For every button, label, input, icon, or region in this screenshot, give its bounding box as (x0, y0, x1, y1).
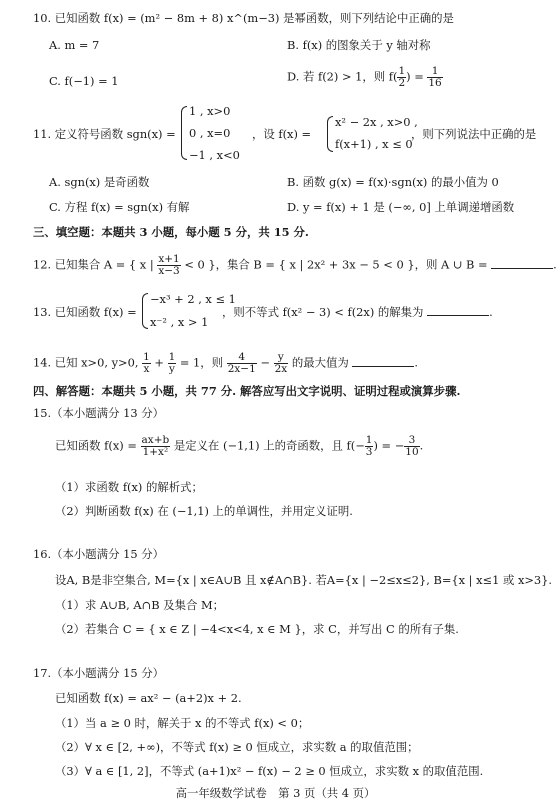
fraction-numerator: 1 (365, 434, 373, 446)
fraction-denominator: x−3 (158, 265, 180, 277)
fraction-denominator: x (143, 363, 150, 375)
q17-part-3: （3）∀ a ∈ [1, 2]，不等式 (a+1)x² − f(x) − 2 ≥ 0 恒成立，求实数 x 的取值范围. (55, 764, 484, 778)
fraction-numerator: x+1 (158, 253, 180, 265)
q13-pre: 13. 已知函数 f(x) = (33, 305, 137, 319)
q10-stem: 10. 已知函数 f(x) = (m² − 8m + 8) x^(m−3) 是幂函数，则下列结论中正确的是 (33, 11, 454, 25)
q14-mid: = 1，则 (179, 355, 224, 370)
minus-sign: − (394, 438, 405, 453)
fraction-denominator: 16 (428, 77, 442, 89)
q13-brace (142, 293, 148, 329)
q11-f-brace (327, 116, 333, 152)
q14-fraction-b (168, 352, 177, 375)
fraction-numerator: 3 (404, 435, 419, 447)
fraction-denominator: 2x (274, 363, 288, 375)
q14-line (33, 352, 418, 375)
q10-d-arg-fraction (397, 66, 406, 89)
minus-sign: − (260, 355, 270, 370)
q11-sgn-brace (181, 106, 187, 160)
q15-pre: 已知函数 f(x) = (55, 438, 137, 453)
q11-option-c: C. 方程 f(x) = sgn(x) 有解 (49, 200, 190, 214)
fraction-denominator: 1+x² (142, 446, 169, 458)
q10-option-c: C. f(−1) = 1 (49, 74, 119, 88)
fraction-numerator: 1 (398, 65, 406, 77)
q10-option-b: B. f(x) 的图象关于 y 轴对称 (287, 38, 431, 52)
q17-part-1: （1）当 a ≥ 0 时，解关于 x 的不等式 f(x) < 0； (55, 716, 310, 730)
q11-option-a: A. sgn(x) 是奇函数 (49, 175, 150, 189)
q14-pre: 14. 已知 x>0, y>0, (33, 355, 139, 370)
minus-sign: − (355, 438, 365, 453)
q12-end: . (553, 257, 557, 272)
fraction-numerator: 1 (168, 351, 176, 363)
q13-case-1: −x³ + 2 , x ≤ 1 (150, 292, 236, 306)
q13-answer-blank[interactable] (427, 305, 489, 316)
q12-post: < 0 }，集合 B = { x | 2x² + 3x − 5 < 0 }，则 A ∪ B = (184, 257, 488, 272)
q11-mid: ，设 f(x) = (252, 127, 312, 141)
q14-end: . (414, 355, 419, 370)
q10-d-prefix: D. 若 f(2) > 1，则 f (287, 69, 393, 84)
q16-title: 16.（本小题满分 15 分） (33, 547, 164, 561)
equals-sign: = (381, 438, 392, 453)
q15-function-fraction (141, 435, 171, 458)
q13-tail (222, 305, 493, 319)
q10-option-a: A. m = 7 (49, 38, 100, 52)
section-4-heading: 四、解答题：本题共 5 小题，共 77 分. 解答应写出文字说明、证明过程或演算步骤. (33, 384, 461, 398)
q17-part-2: （2）∀ x ∈ [2, +∞)，不等式 f(x) ≥ 0 恒成立，求实数 a 的取值范围； (55, 740, 419, 754)
fraction-numerator: 1 (427, 66, 442, 78)
q12-pre: 12. 已知集合 A = { x | (33, 257, 154, 272)
q11-f-case-1: x² − 2x , x>0 , (335, 115, 418, 129)
q15-part-2: （2）判断函数 f(x) 在 (−1,1) 上的单调性，并用定义证明. (55, 504, 353, 518)
q15-end: . (419, 438, 424, 453)
q11-sgn-case-2: 0 , x=0 (189, 126, 231, 140)
equals-sign: = (414, 69, 424, 84)
q11-f-case-2: f(x+1) , x ≤ 0 (335, 137, 413, 151)
q11-option-d: D. y = f(x) + 1 是 (−∞, 0] 上单调递增函数 (287, 200, 515, 214)
fraction-numerator: y (274, 352, 289, 364)
q14-fraction-c (227, 352, 257, 375)
q11-lead: 11. 定义符号函数 sgn(x) = (33, 127, 176, 141)
section-3-heading: 三、填空题：本题共 3 小题，每小题 5 分，共 15 分. (33, 225, 309, 239)
q10-option-d: D. 若 f(2) > 1，则 f( $\frac{1}{2}$ ) = $\frac{1}{16}$ (287, 65, 442, 89)
q14-fraction-d (274, 352, 289, 375)
fraction-numerator: ax+b (141, 434, 170, 446)
q14-post: 的最大值为 (291, 355, 349, 370)
q13-case-2: x⁻² , x > 1 (150, 315, 209, 329)
q10-d-value-fraction (427, 66, 442, 89)
q16-part-1: （1）求 A∪B, A∩B 及集合 M； (55, 598, 225, 612)
q17-statement: 已知函数 f(x) = ax² − (a+2)x + 2. (55, 691, 242, 705)
q15-value-fraction (404, 435, 419, 458)
q14-fraction-a (142, 352, 151, 375)
fraction-denominator: 3 (365, 446, 373, 458)
q11-tail: ，则下列说法中正确的是 (411, 127, 537, 141)
q12-line (33, 254, 557, 277)
q13-end: . (489, 305, 493, 319)
q14-answer-blank[interactable] (352, 356, 414, 367)
fraction-denominator: 10 (405, 446, 419, 458)
q12-fraction (157, 254, 180, 277)
fraction-denominator: 2x−1 (227, 363, 256, 375)
fraction-denominator: 2 (398, 77, 406, 89)
q12-answer-blank[interactable] (491, 258, 553, 269)
page-footer: 高一年级数学试卷 第 3 页（共 4 页） (175, 786, 376, 800)
q13-post: ，则不等式 f(x² − 3) < f(2x) 的解集为 (222, 305, 424, 319)
q16-statement: 设A, B是非空集合, M={x | x∈A∪B 且 x∉A∩B}. 若A={x | −2≤x≤2}, B={x | x≤1 或 x>3}. (55, 573, 553, 587)
q11-sgn-case-3: −1 , x<0 (189, 148, 240, 162)
fraction-numerator: 4 (227, 352, 257, 364)
q15-statement: 已知函数 f(x) = $\frac{ax+b}{\text{1+x²}}$ 是定义在 (−1,1) 上的奇函数，且 f(− $\frac{1}{3}$ ) = − $\frac{3}{10}$ . (55, 434, 424, 458)
fraction-numerator: 1 (143, 351, 150, 363)
q15-title: 15.（本小题满分 13 分） (33, 406, 164, 420)
q17-title: 17.（本小题满分 15 分） (33, 666, 164, 680)
q16-part-2: （2）若集合 C = { x ∈ Z | −4<x<4, x ∈ M }，求 C，并写出 C 的所有子集. (55, 622, 459, 636)
q15-part-1: （1）求函数 f(x) 的解析式； (55, 480, 203, 494)
q11-option-b: B. 函数 g(x) = f(x)·sgn(x) 的最小值为 0 (287, 175, 499, 189)
q15-mid: 是定义在 (−1,1) 上的奇函数，且 f (173, 438, 351, 453)
q15-arg-fraction (365, 435, 374, 458)
fraction-denominator: y (168, 363, 175, 375)
plus-sign: + (154, 355, 164, 370)
q11-sgn-case-1: 1 , x>0 (189, 104, 231, 118)
